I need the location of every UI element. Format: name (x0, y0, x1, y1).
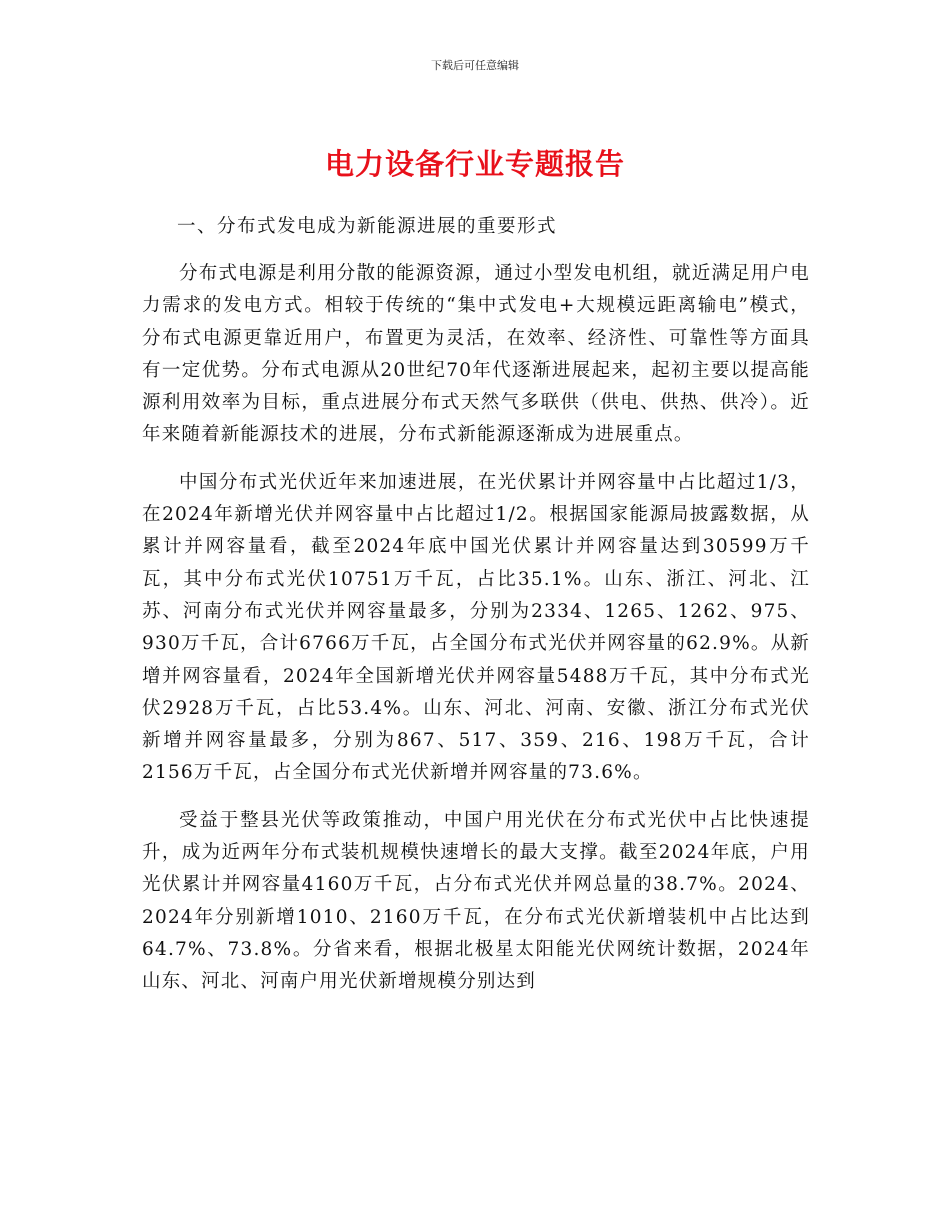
paragraph-distributed-pv-capacity: 中国分布式光伏近年来加速进展，在光伏累计并网容量中占比超过1/3，在2024年新增光伏并网容量中占比超过1/2。根据国家能源局披露数据，从累计并网容量看，截至2024年底中国光伏累计并网容量达到30599万千瓦，其中分布式光伏10751万千瓦，占比35.1%。山东、浙江、河北、江苏、河南分布式光伏并网容量最多，分别为2334、1265、1262、975、930万千瓦，合计6766万千瓦，占全国分布式光伏并网容量的62.9%。从新增并网容量看，2024年全国新增光伏并网容量5488万千瓦，其中分布式光伏2928万千瓦，占比53.4%。山东、河北、河南、安徽、浙江分布式光伏新增并网容量最多，分别为867、517、359、216、198万千瓦，合计2156万千瓦，占全国分布式光伏新增并网容量的73.6%。 (142, 471, 810, 784)
paragraph-distributed-power-intro: 分布式电源是利用分散的能源资源，通过小型发电机组，就近满足用户电力需求的发电方式。相较于传统的“集中式发电+大规模远距离输电”模式，分布式电源更靠近用户，布置更为灵活，在效率、经济性、可靠性等方面具有一定优势。分布式电源从20世纪70年代逐渐进展起来，起初主要以提高能源利用效率为目标，重点进展分布式天然气多联供（供电、供热、供冷）。近年来随着新能源技术的进展，分布式新能源逐渐成为进展重点。 (142, 263, 810, 446)
paragraph-household-pv: 受益于整县光伏等政策推动，中国户用光伏在分布式光伏中占比快速提升，成为近两年分布式装机规模快速增长的最大支撑。截至2024年底，户用光伏累计并网容量4160万千瓦，占分布式光伏并网总量的38.7%。2024、2024年分别新增1010、2160万千瓦，在分布式光伏新增装机中占比达到64.7%、73.8%。分省来看，根据北极星太阳能光伏网统计数据，2024年山东、河北、河南户用光伏新增规模分别达到 (142, 809, 810, 993)
document-body (142, 258, 810, 1014)
section-heading: 一、分布式发电成为新能源进展的重要形式 (177, 216, 558, 237)
document-title: 电力设备行业专题报告 (324, 147, 625, 181)
page-header-note: 下载后可任意编辑 (431, 59, 519, 72)
